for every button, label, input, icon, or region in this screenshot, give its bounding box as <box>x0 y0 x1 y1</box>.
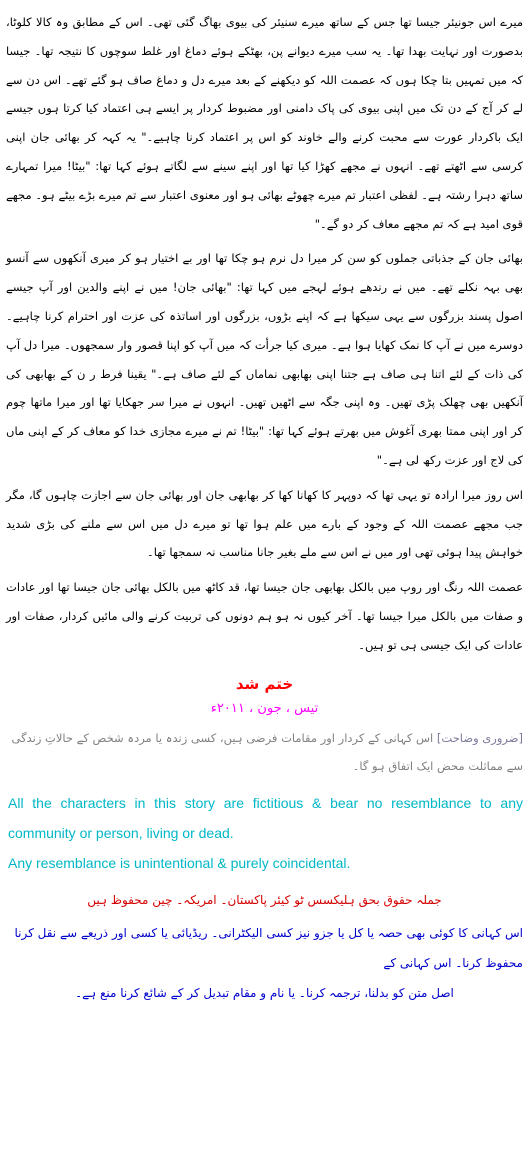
disclaimer-text: اس کہانی کے کردار اور مقامات فرضی ہیں، کسی زندہ یا مردہ شخص کے حالاتِ زندگی سے مماثلت محض ایک اتفاق ہو گا۔ <box>11 730 523 773</box>
story-paragraph: میرے اس جونیئر جیسا تھا جس کے ساتھ میرے سنیئر کی بیوی بھاگ گئی تھی۔ اس کے مطابق وہ کالا کلوٹا، بدصورت اور نہایت بھدا تھا۔ یہ سب میرے دیوانے پن، بھٹکے ہوئے دماغ اور غلط سوچوں کا نتیجہ تھا۔ جیسا کہ میں تمہیں بتا چکا ہوں کہ عصمت اللہ کو دیکھنے کے بعد میرے دل و دماغ صاف ہو گئے تھے۔ اس دن سے لے کر آج کے دن تک میں اپنی بیوی کی پاک دامنی اور مضبوط کردار پر ایسے ہی اعتماد کیا کرتا ہوں جیسے ایک باکردار عورت سے محبت کرنے والے خاوند کو اس پر اعتماد کرنا چاہیے۔" یہ کہہ کر بھائی جان اپنی کرسی سے اٹھتے تھے۔ انہوں نے مجھے کھڑا کیا تھا اور اپنے سینے سے لگاتے ہوئے کہا تھا: "بیٹا! میرا تمہارے ساتھ دہرا رشتہ ہے۔ لفظی اعتبار تم میرے چھوٹے بھائی ہو اور معنوی اعتبار سے تم میرے بڑے بیٹے ہو۔ مجھے قوی امید ہے کہ تم مجھے معاف کر دو گے۔" <box>6 15 523 231</box>
urdu-disclaimer <box>6 724 523 780</box>
story-paragraph: عصمت اللہ رنگ اور روپ میں بالکل بھابھی جان جیسا تھا، قد کاٹھ میں بالکل بھائی جان جیسا تھا اور عادات و صفات میں بالکل میرا جیسا تھا۔ آخر کیوں نہ ہو ہم دونوں کی تربیت کرنے والی مائیں کردار، صفات اور عادات کی ایک جیسی ہی تو ہیں۔ <box>6 580 523 652</box>
english-disclaimer-line: Any resemblance is unintentional & purely coincidental. <box>8 854 351 871</box>
story-body <box>6 8 523 660</box>
copy-notice <box>6 918 523 1008</box>
story-paragraph: بھائی جان کے جذباتی جملوں کو سن کر میرا دل نرم ہو چکا تھا اور بے اختیار ہو کر میری آنکھوں سے آنسو بھی بہہ نکلے تھے۔ میں نے رندھے ہوئے لہجے میں کہا تھا: "بھائی جان! میں نے اپنے والدین اور آپ جیسے اصول پسند بزرگوں سے یہی سیکھا ہے کہ اپنے بڑوں، بزرگوں اور اساتذہ کی عزت اور احترام کرنا چاہیے۔ دوسرے میں نے آپ کا نمک کھایا ہوا ہے۔ میری کیا جرأت کہ میں آپ کو اپنا قصور وار سمجھوں۔ میرا دل آپ کی ذات کے لئے اتنا ہی صاف ہے جتنا اپنی بھابھی نماماں کے لئے صاف ہے۔" یقینا فرط ر ن کے بھابھی کی آنکھیں بھی چھلک پڑی تھیں۔ وہ اپنی جگہ سے اٹھیں تھیں۔ انہوں نے میرا سر جھکایا تھا اور میرا ماتھا چوم کر اور اپنی ممتا بھری آغوش میں بھرتے ہوئے کہا تھا: "بیٹا! تم نے میرے مجازی خدا کو معاف کر کے اپنی ماں کی لاج اور عزت رکھ لی ہے۔" <box>6 251 523 467</box>
completion-date: تیس ، جون ، ۲۰۱۱ء <box>210 700 319 716</box>
story-paragraph: اس روز میرا ارادہ تو یہی تھا کہ دوپہر کا کھانا کھا کر بھابھی جان اور بھائی جان سے اجازت چاہوں گا، مگر جب مجھے عصمت اللہ کے وجود کے بارے میں علم ہوا تھا تو میرے دل میں اس سے ملنے کی بڑی شدید خواہش پیدا ہوئی تھی اور میں نے اس سے ملے بغیر جانا مناسب نہ سمجھا تھا۔ <box>6 487 523 560</box>
end-title: ختم شد <box>235 674 294 693</box>
english-disclaimer-line: All the characters in this story are fictitious & bear no resemblance to any community or person, living or dead. <box>8 794 523 841</box>
copyright-line: جملہ حقوق بحق ہلیکسس ٹو کیئر پاکستان۔ امریکہ۔ چین محفوظ ہیں <box>87 892 442 907</box>
copy-notice-line: اصل متن کو بدلنا، ترجمہ کرنا۔ یا نام و مقام تبدیل کر کے شائع کرنا منع ہے۔ <box>75 985 454 1000</box>
disclaimer-lead: [ضروری وضاحت] <box>436 730 523 745</box>
copy-notice-line: اس کہانی کا کوئی بھی حصہ یا کل یا جزو نیز کسی الیکٹرانی۔ ریڈیائی یا کسی اور ذریعے سے نقل کرنا محفوظ کرنا۔ اس کہانی کے <box>14 925 523 970</box>
english-disclaimer <box>6 788 523 878</box>
